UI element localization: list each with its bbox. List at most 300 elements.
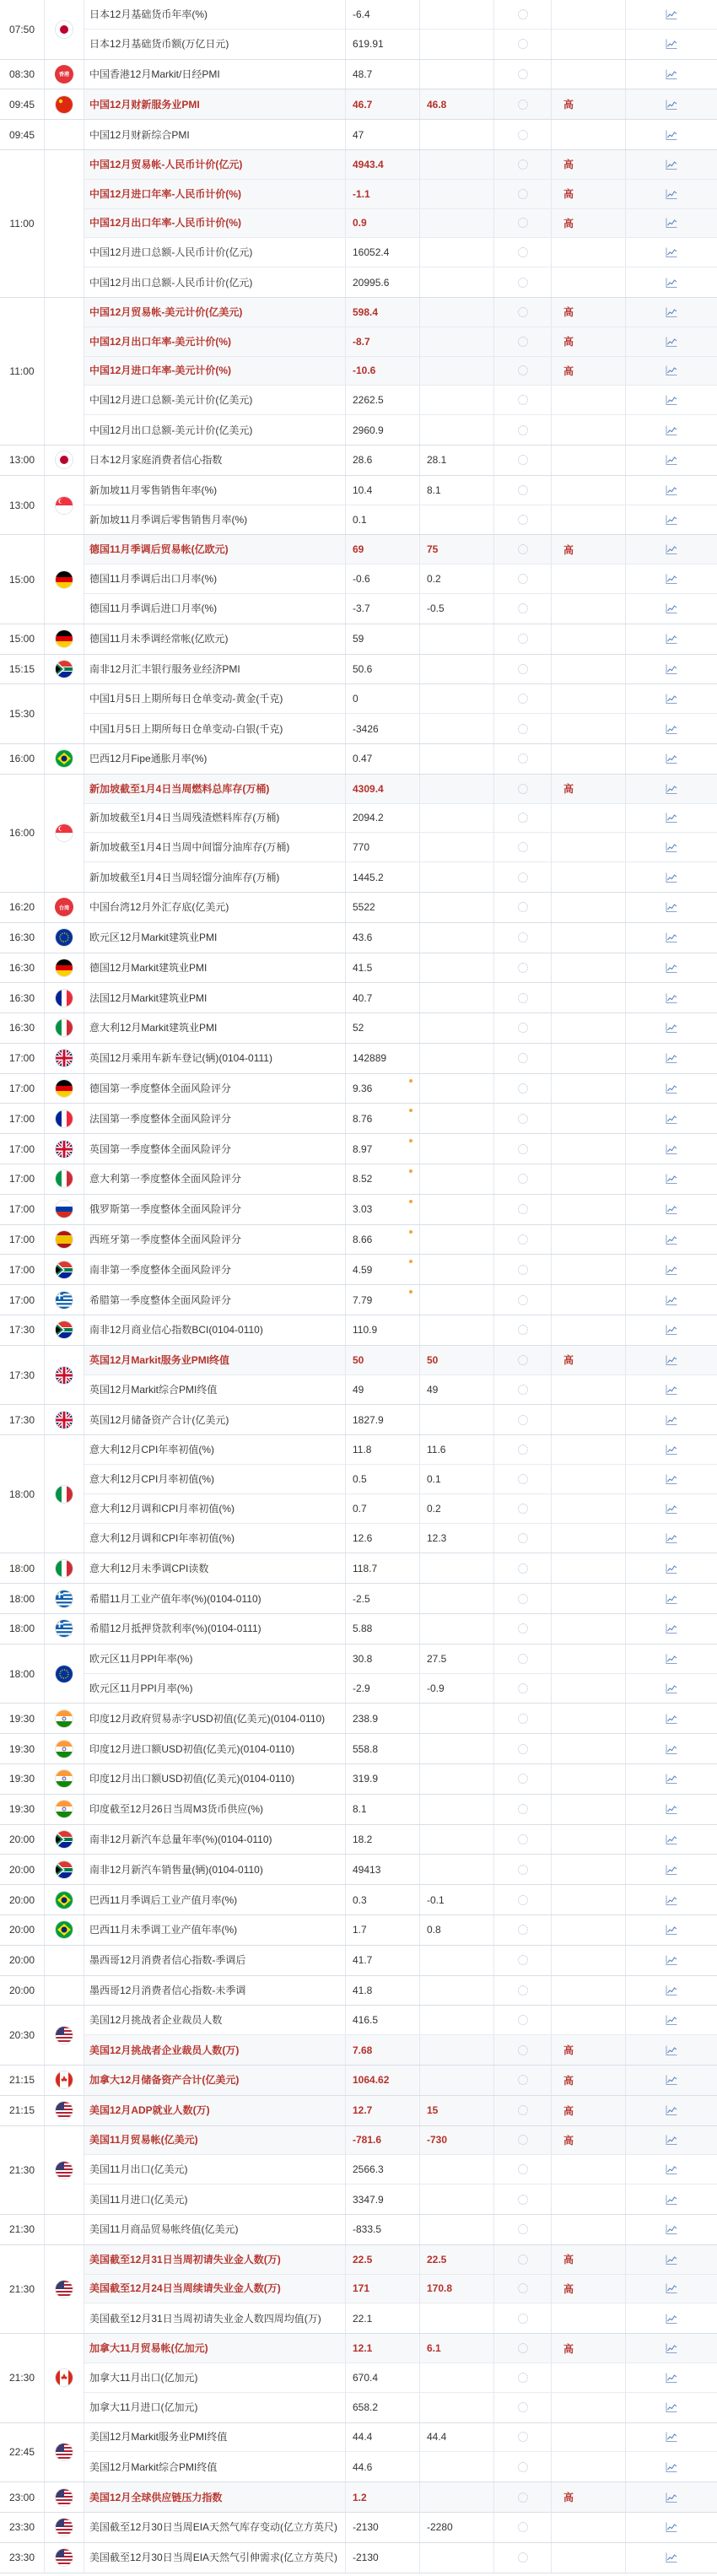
- indicator-name[interactable]: 意大利12月CPI年率初值(%): [84, 1435, 346, 1464]
- forecast-value: [420, 2184, 494, 2214]
- table-row[interactable]: [84, 2543, 717, 2573]
- indicator-name[interactable]: 印度12月进口额USD初值(亿美元)(0104-0110): [84, 1734, 346, 1763]
- table-row[interactable]: [84, 1255, 717, 1284]
- chart-link[interactable]: [626, 535, 717, 564]
- indicator-name[interactable]: 德国11月季调后贸易帐(亿欧元): [84, 535, 346, 564]
- chart-link[interactable]: [626, 1465, 717, 1493]
- table-row[interactable]: [84, 180, 717, 209]
- chart-link[interactable]: [626, 714, 717, 743]
- line-chart-icon: [666, 1985, 677, 1995]
- chart-link[interactable]: [626, 386, 717, 414]
- event-time: 20:00: [0, 1976, 45, 2006]
- chart-link[interactable]: [626, 60, 717, 89]
- chart-link[interactable]: [626, 1734, 717, 1763]
- chart-link[interactable]: [626, 624, 717, 654]
- indicator-name[interactable]: 巴西11月季调后工业产值月率(%): [84, 1885, 346, 1914]
- indicator-name[interactable]: 英国12月Markit综合PMI终值: [84, 1375, 346, 1405]
- indicator-name[interactable]: 欧元区12月Markit建筑业PMI: [84, 923, 346, 953]
- chart-link[interactable]: [626, 1134, 717, 1164]
- loading-spinner-icon: [518, 189, 528, 199]
- table-row[interactable]: [84, 1134, 717, 1164]
- table-row[interactable]: [84, 1346, 717, 1375]
- chart-link[interactable]: [626, 209, 717, 238]
- indicator-name[interactable]: 俄罗斯第一季度整体全面风险评分: [84, 1195, 346, 1224]
- chart-link[interactable]: [626, 1855, 717, 1884]
- previous-value: [494, 2543, 552, 2573]
- table-row[interactable]: [84, 1976, 717, 2006]
- table-row[interactable]: [84, 1465, 717, 1494]
- indicator-name[interactable]: 印度12月出口额USD初值(亿美元)(0104-0110): [84, 1764, 346, 1794]
- event-time: 17:00: [0, 1074, 45, 1104]
- actual-value: [346, 1976, 420, 2006]
- loading-spinner-icon: [518, 1714, 528, 1724]
- table-row[interactable]: [84, 1946, 717, 1975]
- loading-spinner-icon: [518, 218, 528, 228]
- indicator-name[interactable]: 新加坡11月零售销售年率(%): [84, 476, 346, 505]
- indicator-name[interactable]: 南非第一季度整体全面风险评分: [84, 1255, 346, 1284]
- indicator-name[interactable]: 美国截至12月30日当周EIA天然气库存变动(亿立方英尺): [84, 2513, 346, 2542]
- indicator-name[interactable]: 美国截至12月31日当周初请失业金人数四周均值(万): [84, 2303, 346, 2333]
- chart-link[interactable]: [626, 564, 717, 593]
- indicator-name[interactable]: 南非12月新汽车总量年率(%)(0104-0110): [84, 1825, 346, 1855]
- indicator-name[interactable]: 中国香港12月Markit/日经PMI: [84, 60, 346, 89]
- indicator-name[interactable]: 希腊11月工业产值年率(%)(0104-0110): [84, 1584, 346, 1613]
- indicator-name[interactable]: 墨西哥12月消费者信心指数-未季调: [84, 1976, 346, 2006]
- chart-link[interactable]: [626, 1704, 717, 1733]
- chart-link[interactable]: [626, 2303, 717, 2333]
- chart-link[interactable]: [626, 1074, 717, 1104]
- indicator-name[interactable]: 美国12月ADP就业人数(万): [84, 2096, 346, 2125]
- country-flag: [45, 1915, 84, 1945]
- chart-link[interactable]: [626, 804, 717, 833]
- table-row[interactable]: [84, 0, 717, 30]
- chart-link[interactable]: [626, 1553, 717, 1583]
- chart-link[interactable]: [626, 1225, 717, 1255]
- indicator-name[interactable]: 加拿大11月进口(亿加元): [84, 2393, 346, 2422]
- table-row[interactable]: [84, 505, 717, 535]
- indicator-name[interactable]: 美国截至12月24日当周续请失业金人数(万): [84, 2275, 346, 2303]
- chart-link[interactable]: [626, 1255, 717, 1284]
- table-row[interactable]: [84, 833, 717, 862]
- indicator-name[interactable]: 美国12月全球供应链压力指数: [84, 2482, 346, 2512]
- chart-link[interactable]: [626, 2035, 717, 2065]
- chart-link[interactable]: [626, 1674, 717, 1704]
- table-row[interactable]: [84, 267, 717, 297]
- table-row[interactable]: [84, 2452, 717, 2481]
- indicator-name[interactable]: 中国1月5日上期所每日仓单变动-黄金(千克): [84, 684, 346, 713]
- indicator-name[interactable]: 日本12月基础货币额(万亿日元): [84, 30, 346, 59]
- table-row[interactable]: [84, 1644, 717, 1674]
- table-row[interactable]: [84, 2363, 717, 2393]
- chart-link[interactable]: [626, 1346, 717, 1374]
- chart-link[interactable]: [626, 833, 717, 861]
- chart-link[interactable]: [626, 1644, 717, 1673]
- table-row[interactable]: [84, 30, 717, 59]
- chart-link[interactable]: [626, 2215, 717, 2244]
- table-row[interactable]: [84, 1795, 717, 1824]
- line-chart-icon: [666, 1445, 677, 1455]
- chart-link[interactable]: [626, 1795, 717, 1824]
- table-row[interactable]: [84, 923, 717, 953]
- indicator-name[interactable]: 英国12月储备资产合计(亿美元): [84, 1405, 346, 1434]
- table-row[interactable]: [84, 2513, 717, 2542]
- indicator-name[interactable]: 南非12月新汽车销售量(辆)(0104-0110): [84, 1855, 346, 1884]
- table-row[interactable]: [84, 684, 717, 714]
- importance-badge: [552, 1885, 626, 1914]
- chart-link[interactable]: [626, 1825, 717, 1855]
- table-row[interactable]: [84, 1494, 717, 1524]
- indicator-name[interactable]: 德国11月季调后出口月率(%): [84, 564, 346, 593]
- chart-link[interactable]: [626, 2393, 717, 2422]
- chart-link[interactable]: [626, 2184, 717, 2214]
- previous-value: [494, 2035, 552, 2065]
- previous-value: [494, 893, 552, 922]
- actual-value: [346, 357, 420, 386]
- indicator-name[interactable]: 英国12月Markit服务业PMI终值: [84, 1346, 346, 1374]
- table-row[interactable]: [84, 1704, 717, 1733]
- indicator-name[interactable]: 中国12月进口总额-人民币计价(亿元): [84, 238, 346, 267]
- actual-value: [346, 923, 420, 953]
- indicator-name[interactable]: 日本12月基础货币年率(%): [84, 0, 346, 29]
- chart-link[interactable]: [626, 0, 717, 29]
- table-row[interactable]: [84, 150, 717, 180]
- table-row[interactable]: [84, 476, 717, 505]
- table-row[interactable]: [84, 1825, 717, 1855]
- event-group: [0, 2423, 717, 2483]
- table-row[interactable]: [84, 535, 717, 564]
- indicator-name[interactable]: 中国12月出口年率-人民币计价(%): [84, 209, 346, 238]
- indicator-name[interactable]: 美国11月进口(亿美元): [84, 2184, 346, 2214]
- table-row[interactable]: [84, 1885, 717, 1914]
- table-row[interactable]: [84, 1614, 717, 1644]
- previous-value: [494, 1524, 552, 1553]
- table-row[interactable]: [84, 2006, 717, 2035]
- indicator-name[interactable]: 新加坡截至1月4日当周中间馏分油库存(万桶): [84, 833, 346, 861]
- chart-link[interactable]: [626, 476, 717, 505]
- indicator-name[interactable]: 意大利12月调和CPI年率初值(%): [84, 1524, 346, 1553]
- table-row[interactable]: [84, 209, 717, 239]
- table-row[interactable]: [84, 89, 717, 119]
- table-row[interactable]: [84, 1164, 717, 1194]
- chart-link[interactable]: [626, 2334, 717, 2363]
- chart-link[interactable]: [626, 983, 717, 1013]
- indicator-name[interactable]: 英国12月乘用车新车登记(辆)(0104-0111): [84, 1044, 346, 1073]
- indicator-name[interactable]: 巴西12月Fipe通胀月率(%): [84, 744, 346, 774]
- chart-link[interactable]: [626, 267, 717, 297]
- table-row[interactable]: [84, 594, 717, 624]
- chart-link[interactable]: [626, 2126, 717, 2155]
- table-row[interactable]: [84, 2303, 717, 2333]
- indicator-name[interactable]: 中国12月出口总额-人民币计价(亿元): [84, 267, 346, 297]
- chart-link[interactable]: [626, 1044, 717, 1073]
- indicator-name[interactable]: 中国12月进口年率-美元计价(%): [84, 357, 346, 386]
- indicator-name[interactable]: 德国12月Markit建筑业PMI: [84, 953, 346, 983]
- indicator-name[interactable]: 意大利12月未季调CPI读数: [84, 1553, 346, 1583]
- indicator-name[interactable]: 中国12月财新服务业PMI: [84, 89, 346, 119]
- table-row[interactable]: [84, 564, 717, 594]
- indicator-name[interactable]: 美国截至12月30日当周EIA天然气引伸需求(亿立方英尺): [84, 2543, 346, 2573]
- indicator-name[interactable]: 希腊12月抵押贷款利率(%)(0104-0111): [84, 1614, 346, 1644]
- table-row[interactable]: [84, 2035, 717, 2065]
- chart-link[interactable]: [626, 1164, 717, 1194]
- chart-link[interactable]: [626, 2155, 717, 2184]
- chart-link[interactable]: [626, 1435, 717, 1464]
- chart-link[interactable]: [626, 1614, 717, 1644]
- indicator-name[interactable]: 中国12月财新综合PMI: [84, 120, 346, 149]
- table-row[interactable]: [84, 446, 717, 475]
- chart-link[interactable]: [626, 120, 717, 149]
- table-row[interactable]: [84, 1195, 717, 1224]
- forecast-value: [420, 655, 494, 684]
- indicator-name[interactable]: 法国12月Markit建筑业PMI: [84, 983, 346, 1013]
- indicator-name[interactable]: 希腊第一季度整体全面风险评分: [84, 1285, 346, 1315]
- indicator-name[interactable]: 西班牙第一季度整体全面风险评分: [84, 1225, 346, 1255]
- loading-spinner-icon: [518, 1895, 528, 1905]
- chart-link[interactable]: [626, 238, 717, 267]
- table-row[interactable]: [84, 1044, 717, 1073]
- table-row[interactable]: [84, 60, 717, 89]
- indicator-name[interactable]: 德国11月未季调经常帐(亿欧元): [84, 624, 346, 654]
- table-row[interactable]: [84, 1074, 717, 1104]
- chart-link[interactable]: [626, 1494, 717, 1523]
- chart-link[interactable]: [626, 150, 717, 179]
- table-row[interactable]: [84, 2334, 717, 2363]
- table-row[interactable]: [84, 2215, 717, 2244]
- indicator-name[interactable]: 日本12月家庭消费者信心指数: [84, 446, 346, 475]
- table-row[interactable]: [84, 2423, 717, 2453]
- event-time: 16:30: [0, 923, 45, 953]
- indicator-name[interactable]: 巴西11月未季调工业产值年率(%): [84, 1915, 346, 1945]
- chart-link[interactable]: [626, 1285, 717, 1315]
- table-row[interactable]: [84, 2245, 717, 2275]
- chart-link[interactable]: [626, 684, 717, 713]
- chart-link[interactable]: [626, 923, 717, 953]
- table-row[interactable]: [84, 2393, 717, 2422]
- chart-link[interactable]: [626, 1976, 717, 2006]
- table-row[interactable]: [84, 327, 717, 357]
- table-row[interactable]: [84, 1734, 717, 1763]
- table-row[interactable]: [84, 2126, 717, 2156]
- chart-link[interactable]: [626, 594, 717, 624]
- indicator-name[interactable]: 中国12月出口年率-美元计价(%): [84, 327, 346, 356]
- table-row[interactable]: [84, 1855, 717, 1884]
- indicator-name[interactable]: 意大利12月调和CPI月率初值(%): [84, 1494, 346, 1523]
- indicator-name[interactable]: 美国11月贸易帐(亿美元): [84, 2126, 346, 2155]
- importance-badge: [552, 1285, 626, 1315]
- indicator-name[interactable]: 意大利第一季度整体全面风险评分: [84, 1164, 346, 1194]
- chart-link[interactable]: [626, 2275, 717, 2303]
- table-row[interactable]: [84, 862, 717, 892]
- table-row[interactable]: [84, 2184, 717, 2214]
- indicator-name[interactable]: 意大利12月CPI月率初值(%): [84, 1465, 346, 1493]
- chart-link[interactable]: [626, 89, 717, 119]
- table-row[interactable]: [84, 714, 717, 743]
- indicator-name[interactable]: 德国11月季调后进口月率(%): [84, 594, 346, 624]
- table-row[interactable]: [84, 1104, 717, 1133]
- indicator-name[interactable]: 中国12月贸易帐-美元计价(亿美元): [84, 298, 346, 327]
- indicator-name[interactable]: 德国第一季度整体全面风险评分: [84, 1074, 346, 1104]
- chart-link[interactable]: [626, 655, 717, 684]
- indicator-name[interactable]: 中国12月进口总额-美元计价(亿美元): [84, 386, 346, 414]
- chart-link[interactable]: [626, 2452, 717, 2481]
- chart-link[interactable]: [626, 1946, 717, 1975]
- table-row[interactable]: [84, 804, 717, 834]
- table-row[interactable]: [84, 2155, 717, 2184]
- indicator-name[interactable]: 美国12月挑战者企业裁员人数(万): [84, 2035, 346, 2065]
- chart-link[interactable]: [626, 1405, 717, 1434]
- chart-link[interactable]: [626, 1315, 717, 1345]
- chart-link[interactable]: [626, 327, 717, 356]
- table-row[interactable]: [84, 1435, 717, 1465]
- chart-link[interactable]: [626, 446, 717, 475]
- table-row[interactable]: [84, 893, 717, 922]
- table-row[interactable]: [84, 744, 717, 774]
- table-row[interactable]: [84, 983, 717, 1013]
- table-row[interactable]: [84, 1584, 717, 1613]
- chart-link[interactable]: [626, 1915, 717, 1945]
- chart-link[interactable]: [626, 893, 717, 922]
- chart-link[interactable]: [626, 1764, 717, 1794]
- table-row[interactable]: [84, 775, 717, 804]
- table-row[interactable]: [84, 120, 717, 149]
- chart-link[interactable]: [626, 2423, 717, 2452]
- table-row[interactable]: [84, 2066, 717, 2095]
- indicator-name[interactable]: 美国12月挑战者企业裁员人数: [84, 2006, 346, 2034]
- indicator-name[interactable]: 美国截至12月31日当周初请失业金人数(万): [84, 2245, 346, 2274]
- chart-link[interactable]: [626, 2543, 717, 2573]
- table-row[interactable]: [84, 415, 717, 445]
- chart-link[interactable]: [626, 1013, 717, 1043]
- event-group: [0, 535, 717, 624]
- chart-link[interactable]: [626, 953, 717, 983]
- table-row[interactable]: [84, 2096, 717, 2125]
- indicator-name[interactable]: 美国12月Markit服务业PMI终值: [84, 2423, 346, 2452]
- new-data-dot-icon: [409, 1260, 412, 1263]
- indicator-name[interactable]: 新加坡截至1月4日当周残渣燃料库存(万桶): [84, 804, 346, 833]
- table-row[interactable]: [84, 953, 717, 983]
- table-row[interactable]: [84, 357, 717, 386]
- loading-spinner-icon: [518, 1504, 528, 1514]
- chart-link[interactable]: [626, 1195, 717, 1224]
- indicator-name[interactable]: 欧元区11月PPI年率(%): [84, 1644, 346, 1673]
- table-row[interactable]: [84, 386, 717, 415]
- table-row[interactable]: [84, 298, 717, 327]
- indicator-name[interactable]: 中国12月进口年率-人民币计价(%): [84, 180, 346, 208]
- indicator-name[interactable]: 新加坡截至1月4日当周燃料总库存(万桶): [84, 775, 346, 803]
- indicator-name[interactable]: 美国12月Markit综合PMI终值: [84, 2452, 346, 2481]
- chart-link[interactable]: [626, 180, 717, 208]
- actual-value-text: 7.68: [353, 2044, 373, 2056]
- table-row[interactable]: [84, 655, 717, 684]
- chart-link[interactable]: [626, 357, 717, 386]
- indicator-name[interactable]: 加拿大11月出口(亿加元): [84, 2363, 346, 2392]
- table-row[interactable]: [84, 1315, 717, 1345]
- line-chart-icon: [666, 1865, 677, 1875]
- greece-flag-icon: [55, 1619, 73, 1638]
- indicator-name[interactable]: 加拿大12月储备资产合计(亿美元): [84, 2066, 346, 2095]
- table-row[interactable]: [84, 1553, 717, 1583]
- table-row[interactable]: [84, 1225, 717, 1255]
- loading-spinner-icon: [518, 963, 528, 973]
- chart-link[interactable]: [626, 1885, 717, 1914]
- importance-badge: [552, 1225, 626, 1255]
- indicator-name[interactable]: 中国1月5日上期所每日仓单变动-白银(千克): [84, 714, 346, 743]
- chart-link[interactable]: [626, 2245, 717, 2274]
- indicator-name[interactable]: 加拿大11月贸易帐(亿加元): [84, 2334, 346, 2363]
- indicator-name[interactable]: 中国12月出口总额-美元计价(亿美元): [84, 415, 346, 445]
- table-row[interactable]: [84, 1764, 717, 1794]
- indicator-name[interactable]: 欧元区11月PPI月率(%): [84, 1674, 346, 1704]
- indicator-name[interactable]: 新加坡11月季调后零售销售月率(%): [84, 505, 346, 535]
- indicator-name[interactable]: 中国台湾12月外汇存底(亿美元): [84, 893, 346, 922]
- table-row[interactable]: [84, 2482, 717, 2512]
- indicator-name[interactable]: 印度截至12月26日当周M3货币供应(%): [84, 1795, 346, 1824]
- indicator-name[interactable]: 中国12月贸易帐-人民币计价(亿元): [84, 150, 346, 179]
- country-flag: [45, 2482, 84, 2512]
- indicator-name[interactable]: 美国11月商品贸易帐终值(亿美元): [84, 2215, 346, 2244]
- line-chart-icon: [666, 455, 677, 465]
- chart-link[interactable]: [626, 415, 717, 445]
- indicator-name[interactable]: 美国11月出口(亿美元): [84, 2155, 346, 2184]
- indicator-name[interactable]: 印度12月政府贸易赤字USD初值(亿美元)(0104-0110): [84, 1704, 346, 1733]
- chart-link[interactable]: [626, 1524, 717, 1553]
- loading-spinner-icon: [518, 1834, 528, 1844]
- actual-value-text: 7.79: [353, 1293, 373, 1306]
- chart-link[interactable]: [626, 2096, 717, 2125]
- line-chart-icon: [666, 664, 677, 674]
- indicator-name[interactable]: 墨西哥12月消费者信心指数-季调后: [84, 1946, 346, 1975]
- chart-link[interactable]: [626, 2513, 717, 2542]
- table-row[interactable]: [84, 1674, 717, 1704]
- table-row[interactable]: [84, 1405, 717, 1434]
- chart-link[interactable]: [626, 2066, 717, 2095]
- chart-link[interactable]: [626, 2363, 717, 2392]
- table-row[interactable]: [84, 1915, 717, 1945]
- indicator-name[interactable]: 南非12月商业信心指数BCI(0104-0110): [84, 1315, 346, 1345]
- table-row[interactable]: [84, 1013, 717, 1043]
- chart-link[interactable]: [626, 775, 717, 803]
- indicator-name[interactable]: 法国第一季度整体全面风险评分: [84, 1104, 346, 1133]
- table-row[interactable]: [84, 1285, 717, 1315]
- chart-link[interactable]: [626, 1104, 717, 1133]
- chart-link[interactable]: [626, 862, 717, 892]
- chart-link[interactable]: [626, 2006, 717, 2034]
- indicator-name[interactable]: 英国第一季度整体全面风险评分: [84, 1134, 346, 1164]
- table-row[interactable]: [84, 2275, 717, 2304]
- actual-value-text: 670.4: [353, 2371, 379, 2384]
- chart-link[interactable]: [626, 1375, 717, 1405]
- chart-link[interactable]: [626, 30, 717, 59]
- indicator-name[interactable]: 新加坡截至1月4日当周轻馏分油库存(万桶): [84, 862, 346, 892]
- actual-value: [346, 1013, 420, 1043]
- table-row[interactable]: [84, 238, 717, 267]
- table-row[interactable]: [84, 624, 717, 654]
- chart-link[interactable]: [626, 298, 717, 327]
- table-row[interactable]: [84, 1375, 717, 1405]
- country-flag: [45, 1976, 84, 2006]
- table-row[interactable]: [84, 1524, 717, 1553]
- chart-link[interactable]: [626, 2482, 717, 2512]
- chart-link[interactable]: [626, 744, 717, 774]
- chart-link[interactable]: [626, 1584, 717, 1613]
- indicator-name[interactable]: 南非12月汇丰银行服务业经济PMI: [84, 655, 346, 684]
- chart-link[interactable]: [626, 505, 717, 535]
- indicator-name[interactable]: 意大利12月Markit建筑业PMI: [84, 1013, 346, 1043]
- country-flag: [45, 1734, 84, 1763]
- event-time: 13:00: [0, 476, 45, 535]
- country-flag: [45, 983, 84, 1013]
- country-flag: [45, 1405, 84, 1434]
